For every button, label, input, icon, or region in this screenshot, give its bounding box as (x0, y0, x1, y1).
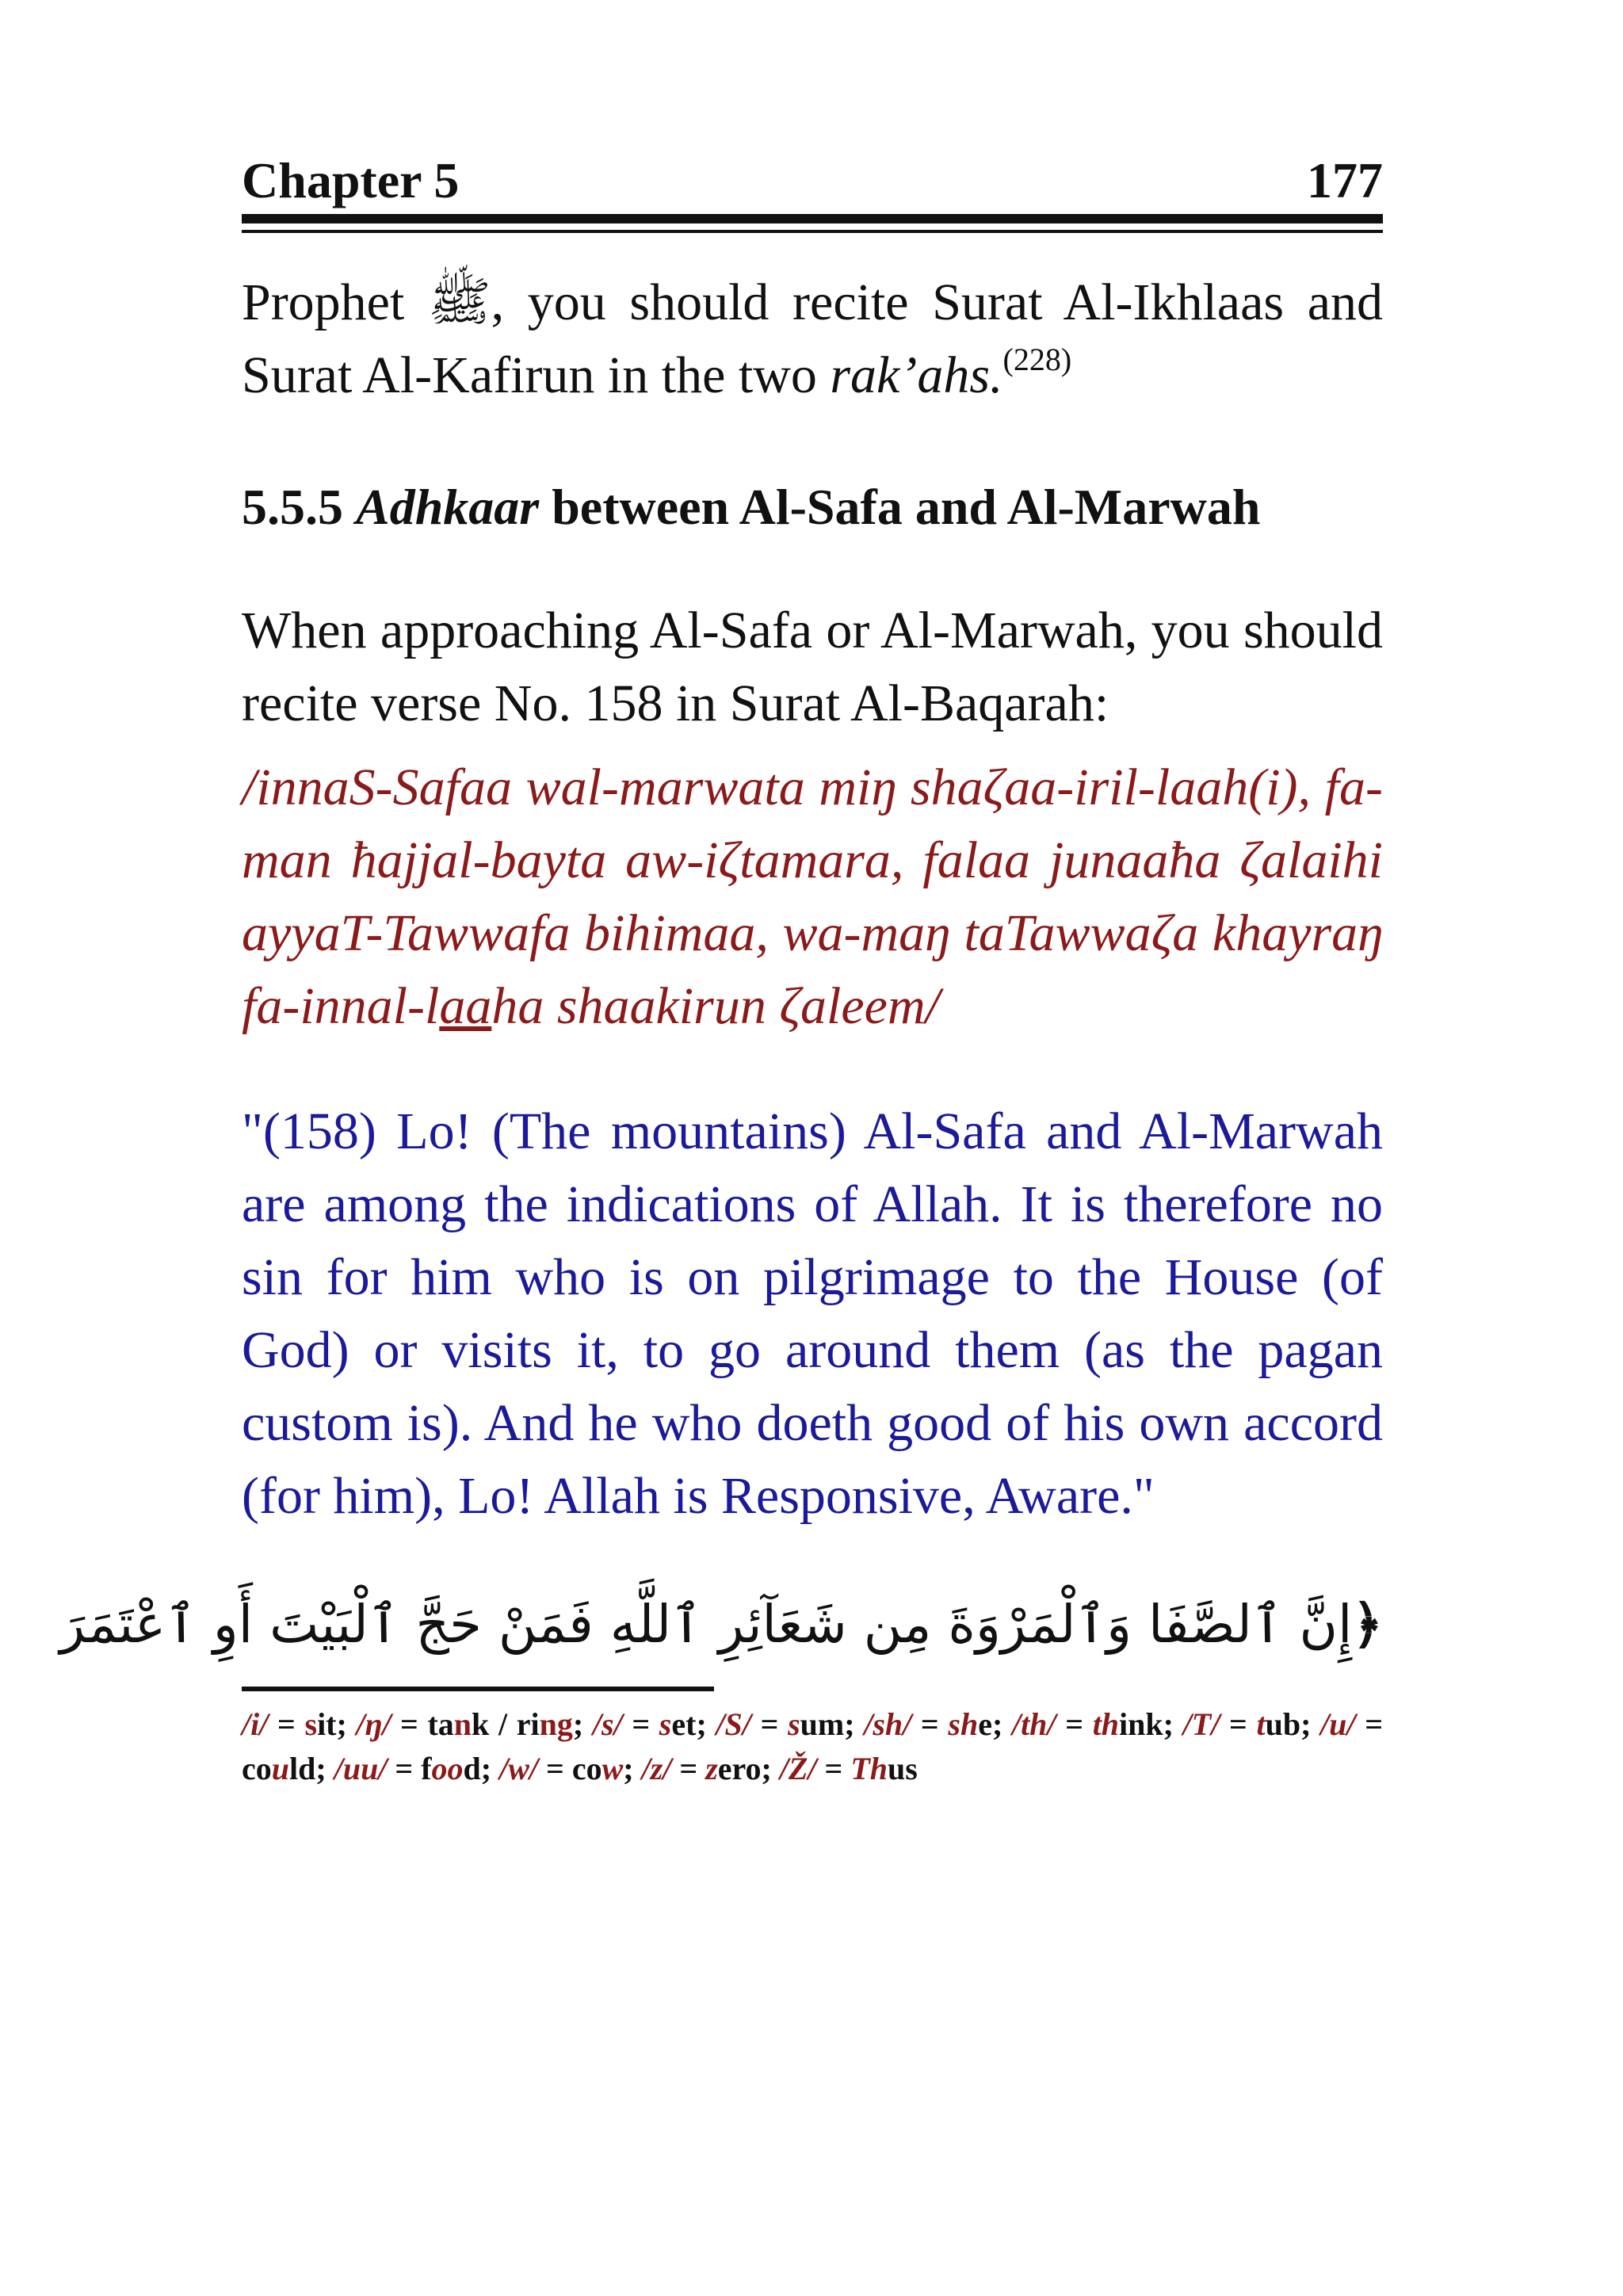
key-text: ; (623, 1751, 642, 1786)
key-text: = (816, 1751, 851, 1786)
key-text: = ta (391, 1706, 454, 1742)
intro-paragraph (242, 266, 1383, 412)
key-text: = f (387, 1751, 432, 1786)
key-text: = (1056, 1706, 1093, 1742)
key-highlight: oo (431, 1751, 464, 1786)
key-highlight: sh (948, 1706, 979, 1742)
ornate-bracket-icon: ﴿ (1352, 1594, 1383, 1655)
key-text: ink; (1119, 1706, 1183, 1742)
chapter-label: Chapter 5 (242, 152, 460, 208)
pronunciation-key (242, 1702, 1383, 1791)
key-symbol: /z/ (641, 1751, 672, 1786)
key-highlight: w (601, 1751, 624, 1786)
key-text: k / ri (472, 1706, 540, 1742)
key-symbol: /ŋ/ (356, 1706, 391, 1742)
header-rule-thin (242, 230, 1383, 233)
key-text: = (622, 1706, 659, 1742)
key-symbol: /w/ (499, 1751, 539, 1786)
footnote-reference: (228) (1002, 342, 1072, 377)
key-text: e; (978, 1706, 1012, 1742)
translation-paragraph: "(158) Lo! (The mountains) Al-Safa and Al-Marwah are among the indications of Allah. It is therefore no sin for him who is on pilgrimage to the House (of God) or visits it, to go around them (as the pagan custom is). And he who doeth good of his own accord (for him), Lo! Allah is Responsive, Aware." (242, 1102, 1383, 1525)
key-symbol: /u/ (1320, 1706, 1356, 1742)
key-text: ld; (289, 1751, 334, 1786)
honorific-symbol: ﷺ (427, 273, 491, 331)
key-text: us (888, 1751, 918, 1786)
key-highlight: u (271, 1751, 290, 1786)
rakahs-term: rak’ahs. (830, 346, 1003, 404)
transliteration-underlined: aa (439, 977, 492, 1035)
key-text: = (1220, 1706, 1257, 1742)
arabic-verse-text: إِنَّ ٱلصَّفَا وَٱلْمَرْوَةَ مِن شَعَآئِرِ ٱللَّهِ فَمَنْ حَجَّ ٱلْبَيْتَ أَوِ ٱعْتَمَرَ (59, 1594, 1353, 1655)
key-text: = co (242, 1706, 1384, 1786)
key-highlight: th (1092, 1706, 1120, 1742)
key-text: d; (463, 1751, 500, 1786)
section-title-italic: Adhkaar (356, 479, 540, 535)
instruction-paragraph: When approaching Al-Safa or Al-Marwah, you should recite verse No. 158 in Surat Al-Baqarah: (242, 602, 1383, 732)
key-highlight: s (659, 1706, 672, 1742)
key-highlight: s (304, 1706, 318, 1742)
key-symbol: /T/ (1182, 1706, 1220, 1742)
header-rule-thick (242, 214, 1383, 223)
key-text: ub; (1265, 1706, 1321, 1742)
section-title-rest: between Al-Safa and Al-Marwah (539, 479, 1261, 535)
key-text: um; (800, 1706, 865, 1742)
key-symbol: /uu/ (334, 1751, 388, 1786)
key-symbol: /s/ (592, 1706, 623, 1742)
key-text: = (268, 1706, 305, 1742)
key-highlight: z (705, 1751, 718, 1786)
key-highlight: ng (539, 1706, 573, 1742)
page-header (242, 143, 1383, 206)
key-text: ero; (717, 1751, 780, 1786)
section-number: 5.5.5 (242, 479, 343, 535)
key-text: = (671, 1751, 706, 1786)
key-symbol: /i/ (242, 1706, 269, 1742)
key-highlight: n (453, 1706, 472, 1742)
key-symbol: /sh/ (864, 1706, 912, 1742)
key-highlight: s (788, 1706, 800, 1742)
book-page (59, 143, 1384, 1823)
arabic-verse (59, 1585, 1383, 1664)
key-text: et; (671, 1706, 716, 1742)
key-text: = co (538, 1751, 602, 1786)
key-text: it; (317, 1706, 357, 1742)
key-symbol: /th/ (1011, 1706, 1056, 1742)
key-symbol: /Ž/ (779, 1751, 817, 1786)
page-number: 177 (1307, 152, 1383, 208)
transliteration-text: /innaS-Safaa wal-marwata miŋ shaζaa-iril-laah(i), fa-man ħajjal-bayta aw-iζtamara, falaa junaaħa ζalaihi ayyaT-Tawwafa bihimaa, wa-maŋ taTawwaζa khayraŋ fa-innal-l (242, 758, 1383, 1035)
transliteration-paragraph (242, 751, 1383, 1043)
key-symbol: /S/ (716, 1706, 751, 1742)
section-heading (242, 471, 1383, 544)
intro-text-middle: , you should recite Surat Al-Ikhlaas and Surat Al-Kafirun in the two (242, 273, 1383, 404)
footnote-rule (242, 1687, 714, 1691)
key-text: = (911, 1706, 949, 1742)
key-text: ; (572, 1706, 593, 1742)
key-text: = (750, 1706, 789, 1742)
intro-text-start: Prophet (242, 273, 428, 331)
transliteration-text-end: ha shaakirun ζaleem/ (491, 977, 940, 1035)
key-highlight: Th (850, 1751, 888, 1786)
key-highlight: t (1256, 1706, 1266, 1742)
